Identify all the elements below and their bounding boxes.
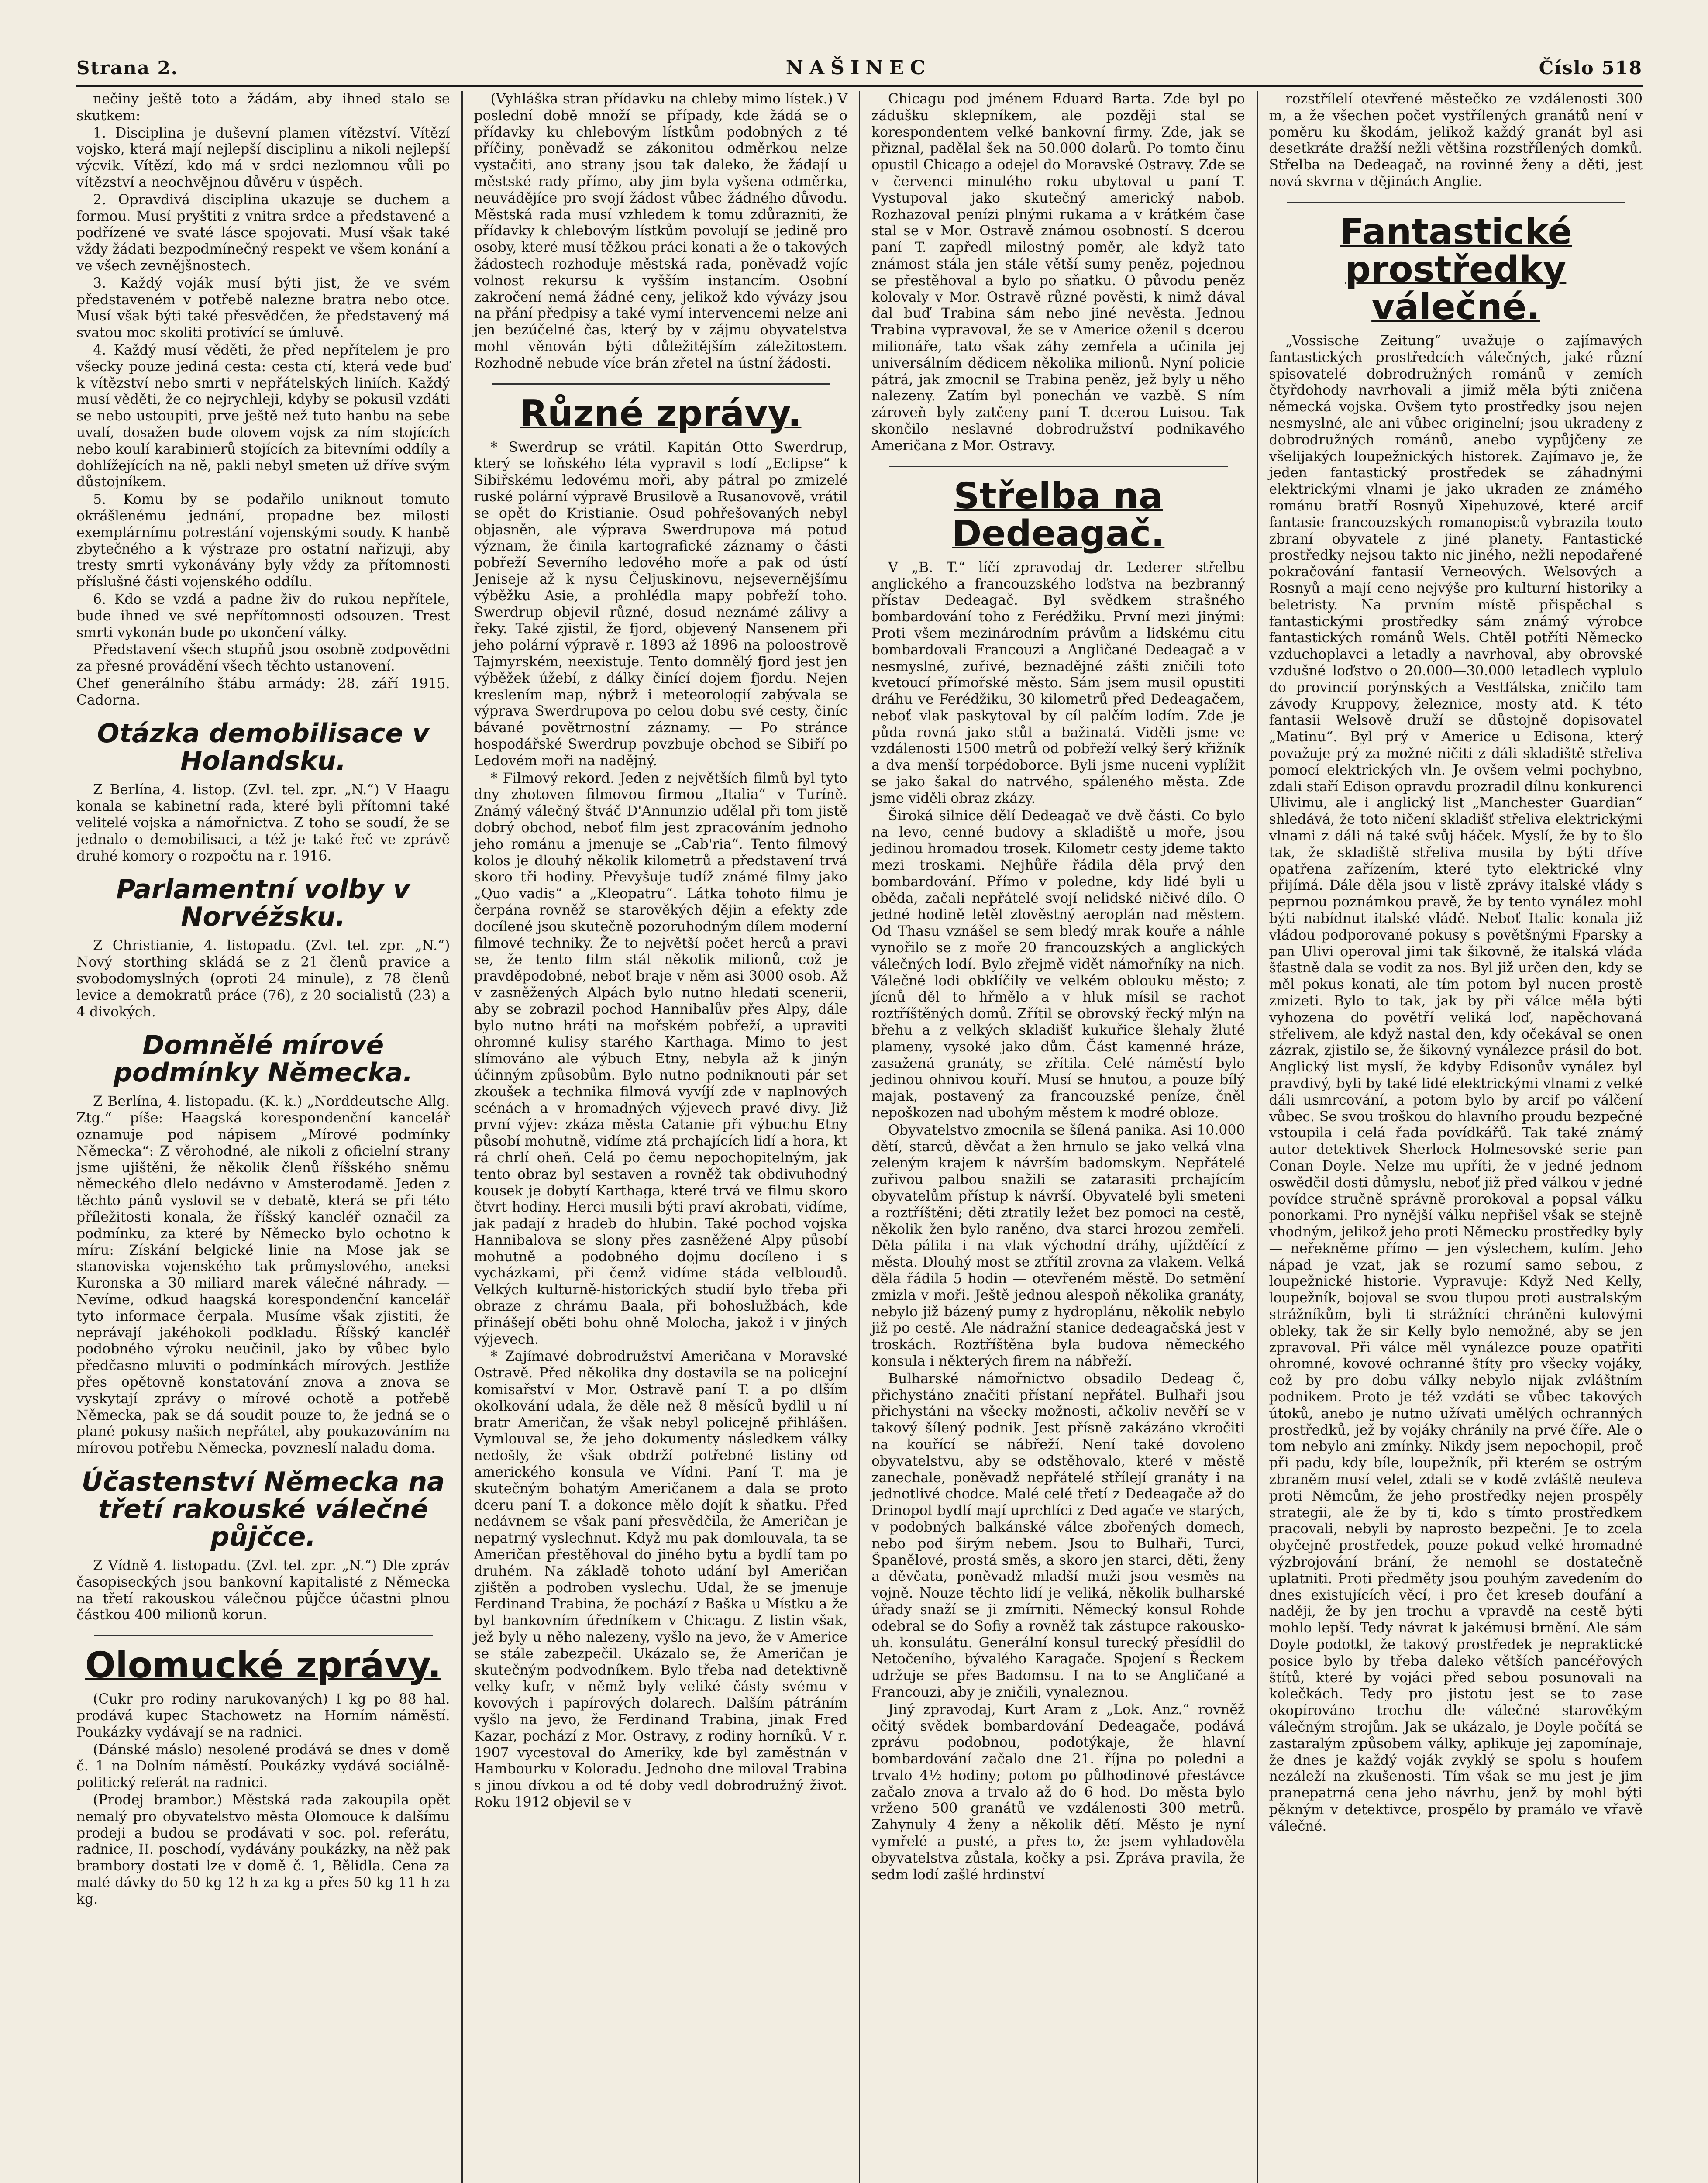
article-peace-terms: Z Berlína, 4. listopadu. (K. k.) „Norddeutsche Allg. Ztg.“ píše: Haagská korespondenční kancelář oznamuje pod nápisem „Mírové podmínky Německa“: Z věrohodné, ale nikoli z oficielní strany jsme ujištěni, že několik členů říšského sněmu německého dlelo nedávno v Amsterodamě. Jeden z těchto pánů vyslovil se v debatě, která se při této příležitosti konala, že říšský kancléř označil za podmínku, za které by Německo bylo ochotno k míru: Získání belgické linie na Mose jak se stanoviska vojenského tak průmyslového, aneksi Kuronska a 30 miliard marek válečné náhrady. — Nevíme, odkud haagská korespondenční kancelář tyto informace čerpala. Musíme však zjistiti, že neprávají jakéhokoli podkladu. Říšský kancléř podobného výroku neučinil, jako by vůbec bylo předčasno mluviti o podmínkách mírových. Jestliže přes opětovně konstatování znova a znova se vyskytají zprávy o mírové ochotě a potřebě Německa, pak se dá soudit pouze to, že jedná se o plané pokusy našich nepřátel, aby poukazováním na mírovou potřebu Německa, povzneslí naladu doma. — [76, 1094, 450, 1456]
divider — [1287, 202, 1625, 203]
article-dedeagac-end: rozstřílelí otevřené městečko ze vzdálenosti 300 m, a že všechen počet vystřílených granátů není v poměru ku škodám, jelikož každý granát byl asi desetkráte dražší nežli většina rozstřílených domků. Střelba na Dedeagač, na rovinné ženy a děti, jest nová skvrna v dějinách Anglie. — [1269, 91, 1643, 189]
paragraph: 5. Komu by se podařilo uniknout tomuto okrášlenému jednání, propadne bez milosti exemplárnímu potrestání vojenskými soudy. K hanbě zbytečného a k výstraze pro ostatní nařizuji, aby tresty smrti vykonávány byly vždy za přítomnosti příslušné části vojenského oddílu. — [76, 492, 450, 590]
columns — [76, 91, 1643, 2183]
article-bread-notice: (Vyhláška stran přídavku na chleby mimo lístek.) V poslední době množí se případy, kde žádá se o přídavky ku chlebovým lístkům podobných z té příčiny, poněvadž se zákonitou odměrkou nelze vystačiti, ano strany jsou tak daleko, že žádají u městské rady přímo, aby jim byla vyšena odměrka, neuvádějíce pro svojí žádost vůbec žádného důvodu. Městská rada musí vzhledem k tomu zdůrazniti, že přídavky k chlebovým lístkům povolují se jedině pro osoby, které musí těžkou práci konati a že o takových žádostech rozhoduje městská rada, poněvadž vojíc volnost rekursu k vyšším instancím. Osobní zakročení nemá žádné ceny, jelikož kdo vývázy jsou na přání předpisy a také vymí intervencemi nelze ani jen bezúčelné čas, který by v zájmu obyvatelstva mohl věnován býti důležitějším záležitostem. Rozhodně nebude více brán zřetel na ústní žádosti. — [474, 91, 847, 371]
paragraph: Bulharské námořnictvo obsadilo Dedeag č, přichystáno značiti přístaní nepřátel. Bulhaři jsou přichystáni na všecky možnosti, ačkoliv nevěří se v takový šílený podnik. Jest přísně zakázáno vkročiti na kouřící se nábřeží. Není také dovoleno obyvatelstvu, aby se odstěhovalo, které v městě zanechale, poněvadž nepřátelé střílejí granáty i na jednotlivé chodce. Malé celé třetí z Dedeagače až do Drinopol bydlí mají uprchlíci z Ded agače ve starých, v podobných balkánské válce zbořených domech, nebo pod širým nebem. Jsou to Bulhaři, Turci, Španělové, prostá směs, a skoro jen starci, děti, ženy a děvčata, poněvadž mladší muži jsou vesměs na vojně. Nouze těchto lidí je veliká, několik bulharské úřady snaží se ji zmírniti. Německý konsul Rohde odebral se do Sofiy a rovněž tak zástupce rakousko-uh. konsulátu. Generální konsul turecký přesídlil do Netočeního, bývalého Karagače. Spojení s Řeckem udržuje se přes Badomsu. I na to se Angličané a Francouzi, aby je zničili, vynaleznou. — [871, 1370, 1245, 1700]
divider — [94, 1635, 433, 1636]
masthead: NAŠINEC — [785, 57, 932, 79]
news-item: * Swerdrup se vrátil. Kapitán Otto Swerdrup, který se loňského léta vypravil s lodí „Eclipse“ k Sibiřskému ledovému moři, aby pátral po zmizelé ruské polární výpravě Brusilově a Rusanovově, vrátil se opět do Kristianie. Osud pohřešovaných nebyl objasněn, ale výprava Swerdrupova má potud význam, že činila kartografické záznamy o části pobřeží Severního ledového moře a pak od ústí Jeniseje až k nysu Čeljuskinovu, nejsevernějšímu výběžku Asie, a prohlédla mapy pobřeží toho. Swerdrup objevil různé, dosud neznámé zálivy a řeky. Také zjistil, že fjord, objevený Nansenem při jeho polární výpravě r. 1893 až 1896 na poloostrově Tajmyrském, neexistuje. Tento domnělý fjord jest jen výběžek úžebí, z dálky činící dojem fjordu. Nejen kreslením map, nýbrž i meteorologií zabývala se výprava Swerdrupova po celou dobu své cesty, činíc bávané povětrnostní záznamy. — Po stránce hospodářské Swerdrup povzbuje obchod se Sibiří po Ledovém moři na nadějný. — [474, 439, 847, 769]
signature: Chef generálního štábu armády: 28. září 1915. Cadorna. — [76, 675, 450, 708]
cadorna-order — [76, 91, 450, 709]
column-2 — [461, 91, 859, 2183]
divider — [492, 383, 830, 385]
article-war-loan: Z Vídně 4. listopadu. (Zvl. tel. zpr. „N.“) Dle zpráv časopiseckých jsou bankovní kapitalisté z Německa na třetí rakouskou válečnou půjčce účastni plnou částkou 400 milionů korun. — [76, 1557, 450, 1623]
paragraph: 2. Opravdivá disciplina ukazuje se duchem a formou. Musí pryštiti z vnitra srdce a představené a podřízené ve svaté lásce spojovati. Musí však také vždy žádati bezpodmínečný respekt ve všem konání a ve všech zevnějšnostech. — [76, 192, 450, 274]
paragraph: Široká silnice dělí Dedeagač ve dvě části. Co bylo na levo, cenné budovy a skladiště u moře, jsou jedinou hromadou trosek. Kilometr cesty jdeme takto mezi troskami. Nejhůře řádila děla prvý den bombardování. Přímo v poledne, kdy lidé byli u oběda, začali nepřátelé svojí nelidské ničivé dílo. O jedné hodině letěl zlověstný aeroplán nad městem. Od Thasu vznášel se sem bledý mrak kouře a náhle vynořilo se z moře 20 francouzských a anglických válečných lodí. Bylo zřejmě vidět námořníky na nich. Válečné lodi obklíčily ve velkém oblouku město; z jícnů děl to hřmělo a v hluk mísil se rachot roztříštěných domů. Zřítil se obrovský řecký mlýn na břehu a z velkých skladišť kukuřice šlehaly žluté plameny, vysoké jako dům. Část kamenné hráze, zasažená granáty, se zřítila. Celé náměstí bylo jedinou ohnivou kouří. Musí se hnutou, a pouze bílý majak, postavený za francouzské peníze, čněl nepoškozen nad ubohým městem k modré obloze. — [871, 808, 1245, 1121]
divider — [889, 466, 1228, 467]
paragraph: Představení všech stupňů jsou osobně zodpovědni za přesné provádění všech těchto ustanovení. — [76, 642, 450, 675]
headline-norway: Parlamentní volby v Norvéžsku. — [116, 874, 410, 933]
column-1 — [76, 91, 461, 2183]
news-item: * Zajímavé dobrodružství Američana v Moravské Ostravě. Před několika dny dostavila se na policejní komisařství v Mor. Ostravě paní T. a po dlším okolkování udala, že děle než 8 měsíců bydlil u ní bratr Američan, že však nebyl policejně přihlášen. Vymlouval se, že jeho dokumenty následkem války nedošly, že však obdrží potřebné listiny od amerického konsula ve Vídni. Paní T. ma je skutečným bohatým Američanem a dala se proto dceru paní T. a dokonce mělo dojít k sňatku. Před nedávnem se však paní přesvědčila, že Američan je nepatrný vyslechnut. Když mu pak domlouvala, ta se Američan přestěhoval do jiného bytu a bydlí tam po druhém. Na základě tohoto udání byl Američan zjištěn a podroben vyslechu. Udal, že se jmenuje Ferdinand Trabina, že pochází z Baška u Místku a že byl bankovním úředníkem v Chicagu. Z listin však, jež byly u něho nalezeny, vyšlo na jevo, že v Americe se stále zabezpečil. Ukázalo se, že Američan je skutečným podvodníkem. Bylo třeba nad detektivně velky kufr, v němž byly veliké částy svému v kovových i papírových dolarech. Dalším pátráním vyšlo na jevo, že Ferdinand Trabina, jinak Fred Kazar, pochází z Mor. Ostravy, z rodiny horníků. V r. 1907 vycestoval do Ameriky, kde byl zaměstnán v Hambourku v Koloradu. Jednoho dne miloval Trabina s jinou dívkou a od té doby vedl dobrodružný život. Roku 1912 objevil se v — [474, 1349, 847, 1810]
column-3 — [859, 91, 1257, 2183]
headline-dedeagac: Střelba na Dedeagač. — [952, 475, 1165, 554]
column-4 — [1257, 91, 1643, 2183]
paragraph: V „B. T.“ líčí zpravodaj dr. Lederer střelbu anglického a francouzského loďstva na bezbranný přístav Dedeagač. Byl svědkem strašného bombardování toho z Ferédžiku. První mezi jinými: Proti všem mezinárodním právům a lidskému citu bombardovali Francouzi a Angličané Dedeagač a v nesmyslné, zuřivé, beznadějné zášti zničili toto kvetoucí přímořské město. Sám jsem musil opustiti dráhu ve Ferédžiku, 30 kilometrů před Dedeagačem, neboť vlak paskytoval by cíl palčím lodím. Zde je půda rovná jako stůl a bažinatá. Viděli jsme ve vzdálenosti 1500 metrů od pobřeží velký šerý křižník a dva menší torpédoborce. Byli jsme nuceni vyplížit se jako šakal do natrvého, spáleného města. Zde jsme viděli obraz zkázy. — [871, 559, 1245, 806]
headline-olomouc-news: Olomucké zprávy. — [85, 1645, 441, 1687]
headline-peace-terms: Domnělé mírové podmínky Německa. — [113, 1030, 413, 1088]
paragraph: Jiný zpravodaj, Kurt Aram z „Lok. Anz.“ rovněž očitý svědek bombardování Dedeagače, podává zprávu podobnou, podotýkaje, že hlavní bombardování začalo dne 21. října po poledni a trvalo 4½ hodiny; potom po půlhodinové přestávce začalo znova a trvalo až do 6 hod. Do města bylo vrženo 500 granátů ve vzdálenosti 300 metrů. Zahynuly 4 ženy a několik dětí. Město je nyní vymřelé a pusté, a přes to, že jsem vyhladověla obyvatelstva zůstala, kočky a psi. Zpráva pravila, že sedm lodí zašlé hrdinství — [871, 1701, 1245, 1883]
paragraph: 6. Kdo se vzdá a padne živ do rukou nepřítele, bude ihned ve své nepřítomnosti odsouzen. Trest smrti vykonán bude po ukončení války. — [76, 591, 450, 640]
news-item: (Prodej brambor.) Městská rada zakoupila opět nemalý pro obyvatelstvo města Olomouce k dalšímu prodeji a budou se prodávati v soc. pol. referátu, radnice, II. poschodí, vydávány poukázky, na něž pak brambory dostati lze v domě č. 1, Bělidla. Cena za malé dávky do 50 kg 12 h za kg a přes 50 kg 11 h za kg. — [76, 1792, 450, 1907]
article-norway: Z Christianie, 4. listopadu. (Zvl. tel. zpr. „N.“) Nový storthing skládá se z 21 členů pravice a svobodomyslných (oproti 24 minule), z 78 členů levice a demokratů práce (76), z 20 socialistů (23) a 4 divokých. — [76, 938, 450, 1020]
paragraph: 1. Disciplina je duševní plamen vítězství. Vítězí vojsko, která mají nejlepší disciplinu a nikoli nejlepší výcvik. Vítězí, kdo má v srdci nezlomnou vůli po vítězství a neochvějnou důvěru v úspěch. — [76, 125, 450, 190]
article-american-continued: Chicagu pod jménem Eduard Barta. Zde byl po zádušku sklepníkem, ale později stal se korespondentem velké bankovní firmy. Zde, jak se přiznal, padělal šek na 50.000 dolarů. Po tomto činu opustil Chicago a odejel do Moravské Ostravy. Zde se v červenci minulého roku ubytoval u paní T. Vystupoval jako skutečný americký nabob. Rozhazoval penízi plnými rukama a v krátkém čase stal se v Mor. Ostravě známou osobností. S dcerou paní T. zapředl milostný poměr, ale když tato známost stála jen stále větší sumy peněz, pojednou se přestěhoval a bylo po sňatku. O původu peněz kolovaly v Mor. Ostravě různé pověsti, k nimž dával dal buď Trabina sám nebo jiné nevěsta. Jednou Trabina vypravoval, že se v Americe oženil s dcerou milionáře, tato však záhy zemřela a učinila jej universálním dědicem několika milionů. Nyní policie pátrá, jak zmocnil se Trabina peněz, jež byly u něho nalezeny. Zatím byl ponechán ve vazbě. S ním zároveň byly zatčeny paní T. dcerou Luisou. Tak skončilo neslavné dobrodružství podnikavého Američana z Mor. Ostravy. — [871, 91, 1245, 454]
paragraph: „Vossische Zeitung“ uvažuje o zajímavých fantastických prostředcích válečných, jaké různí spisovatelé dobrodružných románů v zemích čtyřdohody navrhovali a jimiž měla býti zničena německá vojska. Ovšem tyto prostředky jsou nejen nesmyslné, ale ani vůbec originelní; jsou ukradeny z dobrodružných románů, anebo vypůjčeny ze všelijakých loupežnických historek. Zajímavo je, že jeden fantastický prostředek se záhadnými elektrickými vlnami je jako ukraden ze známého románu bratří Rosnyů Xipehuzové, které arcif fantasie francouzských romanopisců vybrazila touto zbraní obyvatele z jiné planety. Fantastické prostředky nejsou takto nic jiného, nežli nepodařené pokračování fantasií Verneových. Welsových a Rosnyů a mají ceno nejvýše pro kulturní historiky a beletristy. Na prvním místě přispěchal s fantastickými prostředky sám známý výrobce fantastických románů Wels. Chtěl potříti Německo vzduchoplavci a letadly a navrhoval, aby obrovské vzdušné loďstvo o 20.000—30.000 letadlech vyplulo do provincií porýnských a Vestfálska, zničilo tam závody Kruppovy, železnice, mosty atd. K této fantasii Welsově druží se důstojně dopisovatel „Matinu“. Byl prý v Americe u Edisona, který považuje prý za možné ničiti z dáli skladiště střeliva pomocí elektrických vln. Je ovšem velmi pochybno, zdali staří Edison opravdu prozradil dílnu konkurenci Ulivimu, ale i anglický list „Manchester Guardian“ shledává, že toto ničení skladišť střeliva elektrickými vlnami z dáli ná také svůj háček. Myslí, že by to šlo tak, že skladiště střeliva musila by býti dříve opatřena zařízením, které tyto elektrické vlny přijímá. Dále děla jsou v listě zprávy italské vlády s peprnou poznámkou pravě, že by tento vynález mohl býti nabídnut italské vládě. Neboť Italic konala již vládou podporované pokusy s povětšnými Fparsky a pan Ulivi operoval jimi tak šikovně, že italská vláda šťastně dala se vodit za nos. Byl již určen den, kdy se měl pokus konati, ale tím potom byl nucen prostě zmizeti. Bylo to tak, jak by při válce měla býti vyhozena do povětří veliká loď, napěchovaná střelivem, ale když nastal den, kdy očekával se onen zázrak, zjistilo se, že šikovný vynálezce prásil do bot. Anglický list myslí, že kdyby Edisonův vynález byl pravdivý, byli by také lidé elektrickými vlnami z velké dáli usmrcování, a potom bylo by arcif po válčení vůbec. Se svou troškou do hlavního proudu bezpečné vstoupila i celá řada povídkářů. Tak také známý autor detektivek Sherlock Holmesovské serie pan Conan Doyle. Nelze mu upříti, že v jedné jednom oswědčil dosti důmyslu, neboť již před válkou v jedné povídce stručně správně prorokoval a popsal válku ponorkami. Pro nynější válku nepřišel však se stejně vhodným, jelikož jeho proti Německu prostředky byly — neřekněme přímo — jen výslechem, kulím. Jeho nápad je vzat, jak se rozumí samo sebou, z loupežnické historie. Vypravuje: Když Ned Kelly, loupežník, bojoval se svou tlupou proti australským strážníkům, byli ti strážníci chráněni kulovými obleky, tak že sir Kelly bylo nemožné, aby se jen zpravoval. Při válce měl vynálezce pouze opatřiti ohromné, kovové ochranné štíty pro všecky vojáky, což by pro dobu války nebylo nijak zvláštním podnikem. Proto je též vzdáti se vůbec takových útoků, anebo je nutno užívati umělých ochranných prostředků, jež by vojáky chránily na prvé číře. Ale o tom nebylo ani zmínky. Nikdy jsem nepochopil, proč při padu, kdy bíle, loupežník, při kterém se ostrým zbraněm musí velel, zdali se v kodě zvláště neuleva proti Němcům, že jeho prostředky nejen prospěly strategii, ale že by ti, kdo s tímto prostředkem pracovali, nebyli by naprosto bezpečni. Je to zcela obyčejně prostředek, pouze pokud velké hromadné výzbrojování brání, že nemohl se dostatečně uplatniti. Proti předměty jsou pouhým zavedením do dnes existujících věcí, i pro čet kreseb doufání a naději, že by jen trochu a vpravdě na cestě býti mohlo lepší. Tedy návrat k jakémusi brnění. Ale sám Doyle podotkl, že takový prostředek je nepraktické posice bylo by třeba daleko větších pancéřových štítů, které by vojáci před sebou posunovali na kolečkách. Tedy pro jistotu jest se to zase okopírováno trochu dle válečné starověkým válečným strojům. Jak se ukázalo, je Doyle počítá se zastaralým způsobem války, aplikuje jej zapomínaje, že dnes je každý voják zvyklý se spolu s houfem nezáleží na zkušenosti. Tím však se mu jest je jim pranepatrná cena jeho návrhu, jenž by mohl býti pěkným v detektivce, prospělo by pramálo ve vřavě válečné. — [1269, 333, 1643, 1834]
page-label: Strana 2. — [76, 57, 179, 79]
article-demobilisation: Z Berlína, 4. listop. (Zvl. tel. zpr. „N.“) V Haagu konala se kabinetní rada, které byli přítomni také velitelé vojska a námořnictva. Z toho se soudí, že se jednalo o demobilisaci, a též je také řeč ve zprávě druhé komory o rozpočtu na r. 1916. — [76, 782, 450, 864]
news-item: (Dánské máslo) nesolené prodává se dnes v domě č. 1 na Dolním náměstí. Poukázky vydává sociálně-politický referát na radnici. — [76, 1742, 450, 1791]
page-header — [76, 57, 1643, 87]
headline-various-news: Různé zprávy. — [520, 393, 802, 434]
paragraph: Obyvatelstvo zmocnila se šílená panika. Asi 10.000 dětí, starců, děvčat a žen hrnulo se jako velká vlna zeleným krajem k návrším badomskym. Nepřátelé zuřivou palbou snažili se zatarasiti prchajícím obyvatelům přístup k návrší. Obyvatelé byli smeteni a roztříštěni; děti ztratily ležet bez pomoci na cestě, několik žen bylo raněno, dva starci hrozou zemřeli. Děla pálila i na vlak východní dráhy, ujížděící z města. Dlouhý most se ztřítil zrovna za vlakem. Velká děla řádila 5 hodin — otevřeném městě. Do setmění zmizla v moři. Ještě jednou alespoň několika granáty, nebylo již bázený pumy z hydroplánu, několik nebylo již po cestě. Ale nádražní stanice dedeagačská jest v troskách. Roztříštěna byla budova německého konsula i některých firem na nábřeží. — [871, 1122, 1245, 1369]
paragraph: nečiny ještě toto a žádám, aby ihned stalo se skutkem: — [76, 91, 450, 124]
issue-number: Číslo 518 — [1539, 57, 1643, 79]
headline-war-loan: Účastenství Německa na třetí rakouské válečné půjčce. — [81, 1466, 445, 1552]
headline-fantastic-weapons: Fantastické prostředky válečné. — [1340, 211, 1572, 328]
paragraph: 4. Každý musí věděti, že před nepřítelem je pro všecky pouze jediná cesta: cesta ctí, která vede buď k vítězství nebo smrti v nepřátelských liniích. Každý musí věděti, že co nejrychleji, kdyby se pokusil vzdáti se nebo ustoupiti, prve ještě než tuto hanbu na sebe uvalí, dosažen bude olovem vojsk za ním stojících nebo koulí karabinierů stojících za bitevními oddíly a dohlížejících na ně, pakli nebyl smeten už dříve svým důstojníkem. — [76, 342, 450, 490]
news-item: * Filmový rekord. Jeden z největších filmů byl tyto dny zhotoven filmovou firmou „Italia“ v Turíně. Známý válečný štváč D'Annunzio udělal při tom jistě dobrý obchod, neboť film jest zpracováním jednoho jeho románu a jmenuje se „Cab'ria“. Tento filmový kolos je dlouhý několik kilometrů a představení trvá skoro tři hodiny. Převyšuje tudíž známé filmy jako „Quo vadis“ a „Kleopatru“. Látka tohoto filmu je čerpána rovněž se starověkých dějin a efekty zde docílené jsou skutečně pozoruhodným dílem moderní filmové techniky. Že to největší počet herců a pravi se, že tento film stál několik milionů, což je pravděpodobné, neboť braje v něm asi 3000 osob. Až v zasněžených Alpách bylo nutno hledati scenerii, aby se zobrazil pochod Hannibalův přes Alpy, dále bylo nutno hráti na mořském pobřeží, a upraviti ohromné kulisy starého Karthaga. Mimo to jest slímováno ale výbuch Etny, nebyla až k jinýn účinným způsobům. Bylo nutno podniknouti pár set zkoušek a technika filmová vyvíjí zde v naplnových scénách a v hromadných výjevech pravé divy. Již první výjev: zkáza města Catanie při výbuchu Etny působí mohutně, vidíme ztá prchajících lidí a hora, kt rá chrlí oheň. Celá po čemu nepochopitelným, jak tento obraz byl sestaven a rovněž tak obdivuhodný kousek je dobytí Karthaga, které trvá ve filmu skoro čtvrt hodiny. Herci musili býti praví akrobati, vidíme, jak padají z hradeb do hlubin. Také pochod vojska Hannibalova se slony přes zasněžené Alpy působí mohutně a podobného dojmu docíleno i s vycházkami, při čemž vidíme stáda velbloudů. Velkých kulturně-historických studií bylo třeba při obraze z chrámu Baala, při bohoslužbách, kde přinášejí oběti bohu ohně Molocha, jakož i v jiných výjevech. — [474, 770, 847, 1347]
headline-demobilisation: Otázka demobilisace v Holandsku. — [97, 718, 430, 777]
paragraph: 3. Každý voják musí býti jist, že ve svém představeném v potřebě nalezne bratra nebo otce. Musí však býti také přesvědčen, že představený má svatou moc skoliti protivící se úmluvě. — [76, 275, 450, 341]
news-item: (Cukr pro rodiny narukovaných) I kg po 88 hal. prodává kupec Stachowetz na Horním náměstí. Poukázky vydávají se na radnici. — [76, 1691, 450, 1740]
